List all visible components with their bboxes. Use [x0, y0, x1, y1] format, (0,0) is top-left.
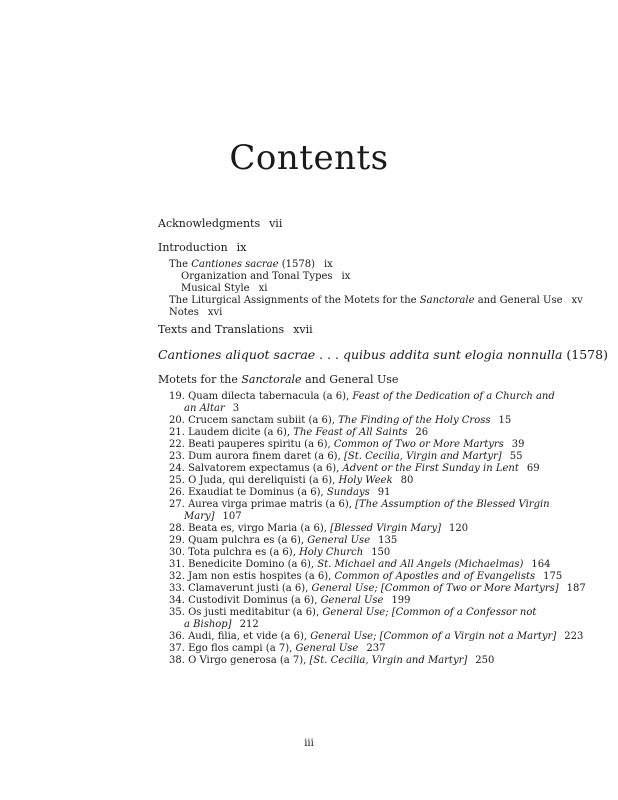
page-number: 150: [371, 547, 391, 558]
page-number: xi: [258, 283, 268, 294]
motet-title: 32. Jam non estis hospites (a 6),: [169, 571, 335, 582]
toc-entry-motet: [169, 463, 540, 475]
motet-title: 37. Ego flos campi (a 7),: [169, 643, 296, 654]
page-number: 39: [511, 439, 525, 450]
page-number: 250: [475, 655, 495, 666]
toc-entry-motet: [169, 631, 583, 643]
liturgical-assignment: Holy Week: [338, 475, 393, 486]
toc-entry-motet: [169, 523, 468, 535]
page-number: 164: [531, 559, 551, 570]
page-number: 187: [566, 583, 586, 594]
motet-title: 19. Quam dilecta tabernacula (a 6),: [169, 391, 353, 402]
toc-entry-introduction: Introduction ix: [158, 241, 247, 254]
liturgical-assignment: General Use; [Common of a Confessor not: [322, 607, 537, 618]
page-number: 15: [498, 415, 512, 426]
toc-entry-motet: [169, 415, 511, 427]
liturgical-assignment: General Use: [307, 535, 371, 546]
motet-title: 28. Beata es, virgo Maria (a 6),: [169, 523, 331, 534]
motet-title: 26. Exaudiat te Dominus (a 6),: [169, 487, 327, 498]
toc-entry-musical-style: Musical Style xi: [181, 283, 268, 294]
motet-title: 35. Os justi meditabitur (a 6),: [169, 607, 323, 618]
page-number: 237: [366, 643, 386, 654]
page-number: 175: [543, 571, 563, 582]
page-number: 69: [526, 463, 540, 474]
toc-entry-motet: [169, 655, 494, 667]
liturgical-assignment: [Blessed Virgin Mary]: [330, 523, 441, 534]
page-number: 55: [509, 451, 523, 462]
toc-entry-liturgical-assignments: The Liturgical Assignments of the Motets for the Sanctorale and General Use xv: [169, 295, 583, 306]
toc-entry-motet: [169, 535, 397, 547]
toc-entry-acknowledgments: Acknowledgments vii: [158, 217, 283, 230]
motet-title: 31. Benedicite Domino (a 6),: [169, 559, 318, 570]
page-number: 212: [239, 619, 259, 630]
page-number: 26: [415, 427, 429, 438]
motet-title: 36. Audi, filia, et vide (a 6),: [169, 631, 311, 642]
toc-entry-motet: [169, 475, 413, 487]
liturgical-assignment: an Altar: [184, 403, 225, 414]
motet-title: 23. Dum aurora finem daret (a 6),: [169, 451, 344, 462]
liturgical-assignment: Common of Apostles and of Evangelists: [334, 571, 536, 582]
liturgical-assignment: General Use; [Common of a Virgin not a Martyr]: [310, 631, 557, 642]
folio-number: iii: [304, 738, 314, 749]
toc-entry-motet: [169, 451, 522, 463]
motet-title: 20. Crucem sanctam subiit (a 6),: [169, 415, 339, 426]
section-heading-cantiones: Cantiones aliquot sacrae . . . quibus addita sunt elogia nonnulla (1578): [158, 347, 608, 362]
liturgical-assignment: The Feast of All Saints: [293, 427, 408, 438]
liturgical-assignment: Holy Church: [299, 547, 364, 558]
page-number: ix: [323, 259, 333, 270]
page-number: ix: [341, 271, 351, 282]
toc-entry-cantiones-sacrae: The Cantiones sacrae (1578) ix: [169, 259, 333, 270]
motet-title: 29. Quam pulchra es (a 6),: [169, 535, 308, 546]
page-number: ix: [236, 241, 247, 254]
toc-entry-motet: [169, 643, 385, 655]
motet-title: 24. Salvatorem expectamus (a 6),: [169, 463, 343, 474]
page-number: xvi: [207, 307, 223, 318]
liturgical-assignment: Mary]: [184, 511, 215, 522]
toc-entry-motet: [169, 571, 562, 583]
toc-entry-motet: [169, 583, 586, 595]
page-number: 199: [391, 595, 411, 606]
section-heading-motets: Motets for the Sanctorale and General Use: [158, 373, 399, 386]
page-number: 107: [222, 511, 242, 522]
liturgical-assignment: Sundays: [326, 487, 370, 498]
toc-entry-organization: Organization and Tonal Types ix: [181, 271, 351, 282]
toc-entry-motet: [169, 427, 428, 439]
toc-entry-motet: [169, 391, 555, 403]
toc-entry-continuation: [184, 403, 239, 415]
liturgical-assignment: General Use: [320, 595, 384, 606]
liturgical-assignment: Feast of the Dedication of a Church and: [352, 391, 555, 402]
motet-title: 27. Aurea virga primae matris (a 6),: [169, 499, 356, 510]
liturgical-assignment: Common of Two or More Martyrs: [333, 439, 504, 450]
page-number: xvii: [293, 323, 313, 336]
motet-title: 21. Laudem dicite (a 6),: [169, 427, 294, 438]
page-number: 120: [449, 523, 469, 534]
toc-entry-motet: [169, 439, 525, 451]
page-number: vii: [269, 217, 283, 230]
liturgical-assignment: Advent or the First Sunday in Lent: [342, 463, 519, 474]
page-number: 223: [564, 631, 584, 642]
page-number: xv: [571, 295, 583, 306]
toc-entry-motet: [169, 547, 390, 559]
page-number: 80: [400, 475, 414, 486]
page-title: Contents: [229, 138, 389, 178]
motet-title: 30. Tota pulchra es (a 6),: [169, 547, 300, 558]
toc-entry-motet: [169, 499, 550, 511]
liturgical-assignment: General Use; [Common of Two or More Martyrs]: [311, 583, 559, 594]
toc-entry-motet: [169, 487, 391, 499]
toc-entry-texts-translations: Texts and Translations xvii: [158, 323, 313, 336]
liturgical-assignment: The Finding of the Holy Cross: [338, 415, 491, 426]
toc-entry-continuation: [184, 619, 259, 631]
toc-entry-motet: [169, 607, 536, 619]
liturgical-assignment: [The Assumption of the Blessed Virgin: [355, 499, 550, 510]
toc-entry-motet: [169, 559, 551, 571]
liturgical-assignment: St. Michael and All Angels (Michaelmas): [317, 559, 524, 570]
liturgical-assignment: General Use: [295, 643, 359, 654]
motet-title: 38. O Virgo generosa (a 7),: [169, 655, 310, 666]
toc-entry-continuation: [184, 511, 242, 523]
toc-entry-motet: [169, 595, 411, 607]
liturgical-assignment: [St. Cecilia, Virgin and Martyr]: [343, 451, 502, 462]
motet-title: 34. Custodivit Dominus (a 6),: [169, 595, 321, 606]
page-number: 135: [378, 535, 398, 546]
liturgical-assignment: a Bishop]: [184, 619, 232, 630]
motet-title: 22. Beati pauperes spiritu (a 6),: [169, 439, 334, 450]
liturgical-assignment: [St. Cecilia, Virgin and Martyr]: [309, 655, 468, 666]
toc-entry-notes: Notes xvi: [169, 307, 223, 318]
motet-title: 25. O Juda, qui dereliquisti (a 6),: [169, 475, 339, 486]
motet-title: 33. Clamaverunt justi (a 6),: [169, 583, 312, 594]
page-number: 91: [377, 487, 391, 498]
page-number: 3: [232, 403, 240, 414]
